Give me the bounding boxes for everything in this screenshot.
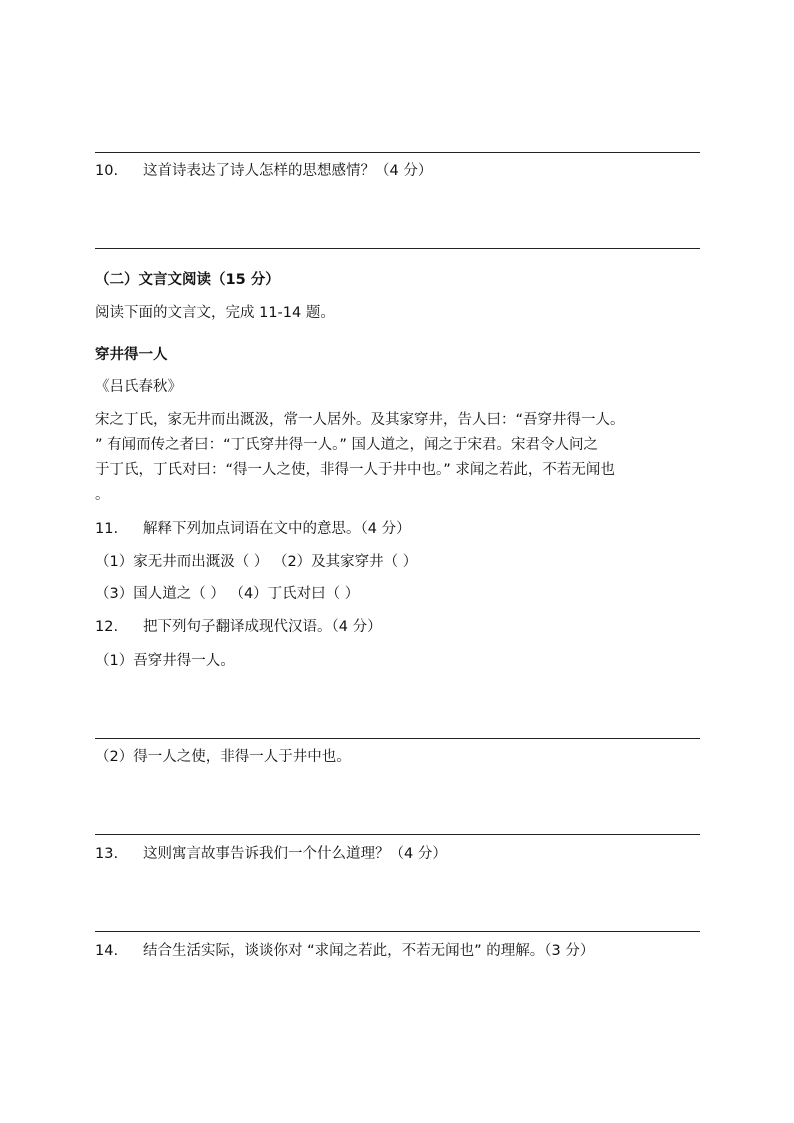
question-13 <box>95 844 447 864</box>
q11-row-2: （3）国人道之（ ） （4）丁氏对曰（ ） <box>95 586 360 602</box>
passage-line: 于丁氏，丁氏对曰：“得一人之使，非得一人于井中也。” 求闻之若此，不若无闻也 <box>95 462 615 478</box>
passage-line: 宋之丁氏，家无井而出溉汲，常一人居外。及其家穿井，告人曰：“吾穿井得一人。 <box>95 412 625 428</box>
question-text: 结合生活实际，谈谈你对 “求闻之若此，不若无闻也” 的理解。（3 分） <box>143 943 595 959</box>
question-text: 解释下列加点词语在文中的意思。（4 分） <box>143 521 411 537</box>
section-heading: （二）文言文阅读（15 分） <box>95 272 280 288</box>
question-11 <box>95 519 411 539</box>
answer-line-q12-2 <box>95 834 700 835</box>
question-number: 14. <box>95 943 119 959</box>
answer-line-top <box>95 152 700 153</box>
passage-title: 穿井得一人 <box>95 347 168 363</box>
question-10 <box>95 161 432 181</box>
passage-source: 《吕氏春秋》 <box>95 379 182 395</box>
question-number: 10. <box>95 163 119 179</box>
question-text: 这则寓言故事告诉我们一个什么道理？（4 分） <box>143 846 447 862</box>
answer-line-q13 <box>95 931 700 932</box>
passage-line: 。 <box>95 487 110 503</box>
question-number: 12. <box>95 619 119 635</box>
passage-line: ” 有闻而传之者曰：“丁氏穿井得一人。” 国人道之，闻之于宋君。宋君令人问之 <box>95 437 599 453</box>
question-number: 11. <box>95 521 119 537</box>
q11-row-1: （1）家无井而出溉汲（ ） （2）及其家穿井（ ） <box>95 554 418 570</box>
question-text: 这首诗表达了诗人怎样的思想感情？（4 分） <box>143 163 433 179</box>
question-text: 把下列句子翻译成现代汉语。（4 分） <box>143 619 382 635</box>
answer-line-q10 <box>95 248 700 249</box>
question-12 <box>95 617 382 637</box>
question-number: 13. <box>95 846 119 862</box>
answer-line-q12-1 <box>95 738 700 739</box>
section-instruction: 阅读下面的文言文，完成 11-14 题。 <box>95 305 335 321</box>
question-14 <box>95 941 594 961</box>
q12-sentence-2: （2）得一人之使，非得一人于井中也。 <box>95 749 351 765</box>
q12-sentence-1: （1）吾穿井得一人。 <box>95 653 235 669</box>
